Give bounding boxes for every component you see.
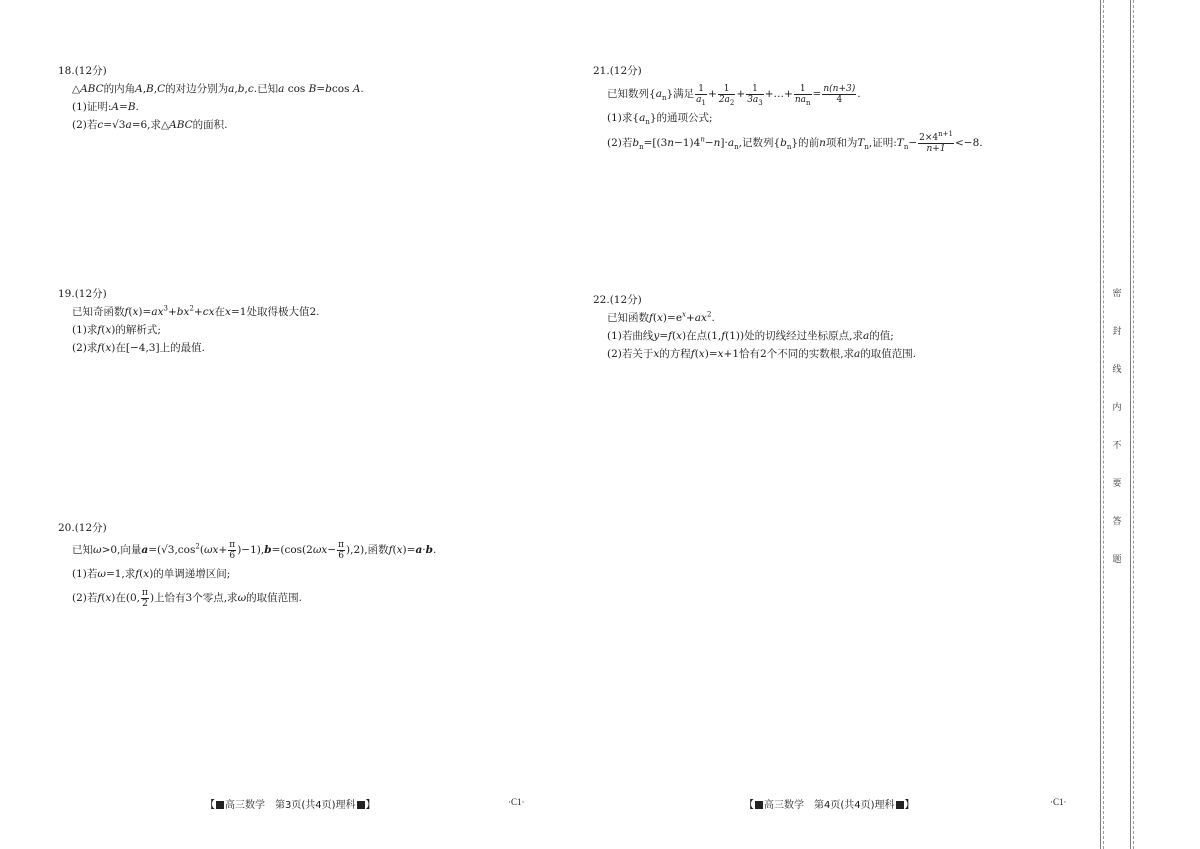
binding-line — [1100, 0, 1101, 849]
seal-line-notice — [1110, 286, 1124, 590]
logo-mark-icon — [357, 801, 365, 809]
problem-22-part-2: (2)若关于x的方程f(x)=x+1恰有2个不同的实数根,求a的取值范围. — [607, 348, 917, 360]
problem-18-number: 18.(12分) — [58, 65, 107, 77]
problem-19-statement: 已知奇函数$f(x)=ax^3+bx^2+cx$在x=1处取得极大值2. — [72, 304, 320, 318]
problem-21-part-2: (2)若$b_n=[(3n-1)4^n-n]\cdot a_n$,记数列$\{b_n\}$的前n项和为$T_n$,证明$:T_n-$ $\frac{2\times 4^{n+1}}{n+1}$ <−8. — [607, 129, 983, 154]
binding-dashed-line — [1133, 0, 1134, 849]
problem-20 — [58, 519, 528, 611]
binding-dashed-line — [1103, 0, 1104, 849]
problem-22-part-1: (1)若曲线y=f(x)在点(1,f(1))处的切线经过坐标原点,求a的值; — [607, 330, 894, 342]
seal-char: 不 — [1112, 441, 1122, 451]
problem-22 — [593, 291, 1073, 363]
logo-mark-icon — [216, 801, 224, 809]
seal-char: 封 — [1112, 327, 1122, 337]
seal-char: 答 — [1112, 517, 1122, 527]
problem-22-number: 22.(12分) — [593, 294, 642, 306]
logo-mark-icon — [896, 801, 904, 809]
problem-21-number: 21.(12分) — [593, 65, 642, 77]
problem-18 — [58, 62, 528, 134]
binding-line — [1130, 0, 1131, 849]
footer-page-3: 【 高三数学 第3页(共4页)理科 】 — [205, 800, 376, 811]
problem-19-part-2: (2)求f(x)在[−4,3]上的最值. — [72, 342, 205, 354]
problem-18-statement: △ABC的内角A,B,C的对边分别为a,b,c.已知a cos B=bcos A. — [72, 83, 364, 95]
problem-19-number: 19.(12分) — [58, 288, 107, 300]
problem-19 — [58, 285, 528, 357]
problem-20-part-1: (1)若ω=1,求f(x)的单调递增区间; — [72, 568, 231, 580]
seal-char: 内 — [1112, 403, 1122, 413]
footer-code-left: ·C1· — [508, 797, 525, 807]
problem-21 — [593, 62, 1073, 158]
problem-20-number: 20.(12分) — [58, 522, 107, 534]
footer-code-right: ·C1· — [1050, 797, 1067, 807]
logo-mark-icon — [755, 801, 763, 809]
problem-20-statement: 已知ω>0,向量$a=(√3,\cos^2(\omega x+$ $\frac{\pi}{6}$ )−1),b=(cos(2ωx− $\frac{\pi}{6}$ ),2),函数f(x)=a·b. — [72, 539, 437, 561]
problem-20-part-2: (2)若f(x)在(0, $\frac{\pi}{2}$ )上恰有3个零点,求ω的取值范围. — [72, 587, 302, 609]
problem-21-part-1: (1)求$\{a_n\}$的通项公式; — [607, 112, 713, 127]
problem-18-part-2: (2)若c=√3a=6,求△ABC的面积. — [72, 119, 228, 131]
seal-char: 题 — [1112, 555, 1122, 565]
seal-char: 密 — [1112, 289, 1122, 299]
problem-18-part-1: (1)证明:A=B. — [72, 101, 139, 113]
problem-22-statement: 已知函数$f(x)=e^x+ax^2$. — [607, 310, 715, 324]
problem-21-statement: 已知数列$\{a_n\}$满足 $\frac{1}{a_1}$ + $\frac{1}{2a_2}$ + $\frac{1}{3a_3}$ +…+ $\frac{1}{na_n}$ = $\frac{n(n+3)}{4}$ . — [607, 83, 861, 107]
seal-char: 线 — [1112, 365, 1122, 375]
footer-page-4: 【 高三数学 第4页(共4页)理科 】 — [744, 800, 915, 811]
problem-19-part-1: (1)求f(x)的解析式; — [72, 324, 161, 336]
seal-char: 要 — [1112, 479, 1122, 489]
